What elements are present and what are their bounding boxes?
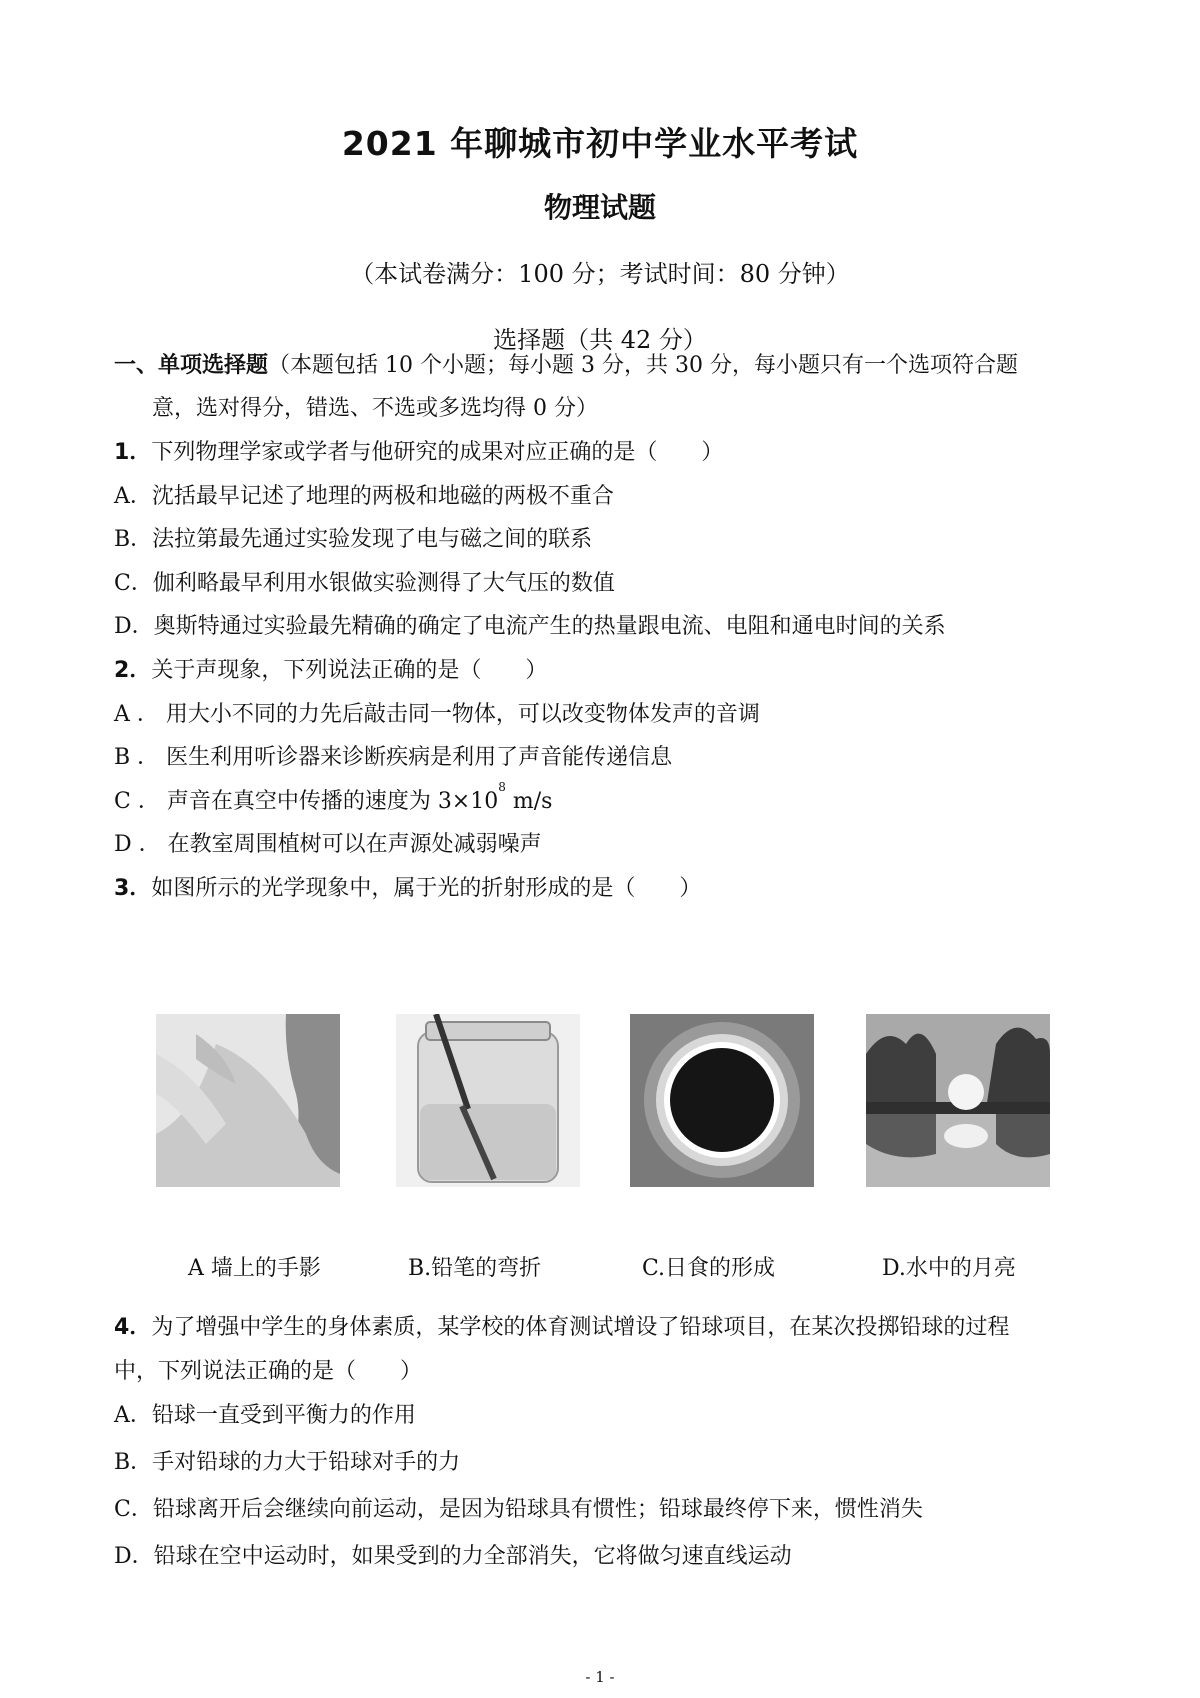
question-2 <box>114 653 547 684</box>
question-stem-line2: 中，下列说法正确的是（ ） <box>114 1359 423 1384</box>
figure-solar-eclipse <box>630 1014 814 1187</box>
part1-heading <box>114 348 1018 379</box>
q1-option-c: C．伽利略最早利用水银做实验测得了大气压的数值 <box>114 571 615 596</box>
question-stem-line1: 为了增强中学生的身体素质，某学校的体育测试增设了铅球项目，在某次投掷铅球的过程 <box>151 1315 1010 1340</box>
q2-option-c <box>114 780 553 815</box>
caption-c: C.日食的形成 <box>642 1256 776 1281</box>
caption-a: A 墙上的手影 <box>188 1256 321 1281</box>
exam-subtitle: 物理试题 <box>543 191 656 224</box>
question-1 <box>114 435 723 466</box>
exam-title: 2021 年聊城市初中学业水平考试 <box>341 124 859 163</box>
q2-option-a: A ． 用大小不同的力先后敲击同一物体，可以改变物体发声的音调 <box>114 702 760 727</box>
q4-option-c: C．铅球离开后会继续向前运动，是因为铅球具有惯性；铅球最终停下来，惯性消失 <box>114 1497 923 1522</box>
exam-info: （本试卷满分：100 分；考试时间：80 分钟） <box>350 260 850 288</box>
q2-option-b: B ． 医生利用听诊器来诊断疾病是利用了声音能传递信息 <box>114 745 673 770</box>
figure-moon-reflection <box>866 1014 1050 1187</box>
page-number: - 1 - <box>585 1668 615 1686</box>
q2-option-c-text: C ． 声音在真空中传播的速度为 3×10 <box>114 789 499 814</box>
q2-option-d: D ． 在教室周围植树可以在声源处减弱噪声 <box>114 832 542 857</box>
figure-hand-shadow <box>156 1014 340 1187</box>
question-stem: 下列物理学家或学者与他研究的成果对应正确的是（ ） <box>151 440 724 465</box>
caption-b: B.铅笔的弯折 <box>408 1256 542 1281</box>
caption-d: D.水中的月亮 <box>882 1256 1016 1281</box>
q4-option-d: D．铅球在空中运动时，如果受到的力全部消失，它将做匀速直线运动 <box>114 1544 792 1569</box>
question-stem: 如图所示的光学现象中，属于光的折射形成的是（ ） <box>151 876 702 901</box>
question-number: 1． <box>114 440 152 465</box>
q4-option-a: A．铅球一直受到平衡力的作用 <box>114 1403 416 1428</box>
q2-option-c-exponent: 8 <box>498 780 506 794</box>
part1-label: 一、单项选择题 <box>114 353 269 378</box>
q1-option-b: B．法拉第最先通过实验发现了电与磁之间的联系 <box>114 527 593 552</box>
section-heading: 选择题（共 42 分） <box>493 326 707 354</box>
question-number: 2． <box>114 658 152 683</box>
question-number: 4． <box>114 1315 152 1340</box>
q1-option-d: D．奥斯特通过实验最先精确的确定了电流产生的热量跟电流、电阻和通电时间的关系 <box>114 614 946 639</box>
q2-option-c-unit: m/s <box>505 789 553 814</box>
question-stem: 关于声现象，下列说法正确的是（ ） <box>151 658 548 683</box>
figure-bent-pencil <box>396 1014 580 1187</box>
question-number: 3． <box>114 876 152 901</box>
q4-option-b: B．手对铅球的力大于铅球对手的力 <box>114 1450 461 1475</box>
part1-desc-line2: 意，选对得分，错选、不选或多选均得 0 分） <box>152 396 598 421</box>
question-3 <box>114 871 701 902</box>
question-4 <box>114 1310 1009 1341</box>
part1-desc-line1: （本题包括 10 个小题；每小题 3 分，共 30 分，每小题只有一个选项符合题 <box>268 353 1018 378</box>
q1-option-a: A．沈括最早记述了地理的两极和地磁的两极不重合 <box>114 484 614 509</box>
